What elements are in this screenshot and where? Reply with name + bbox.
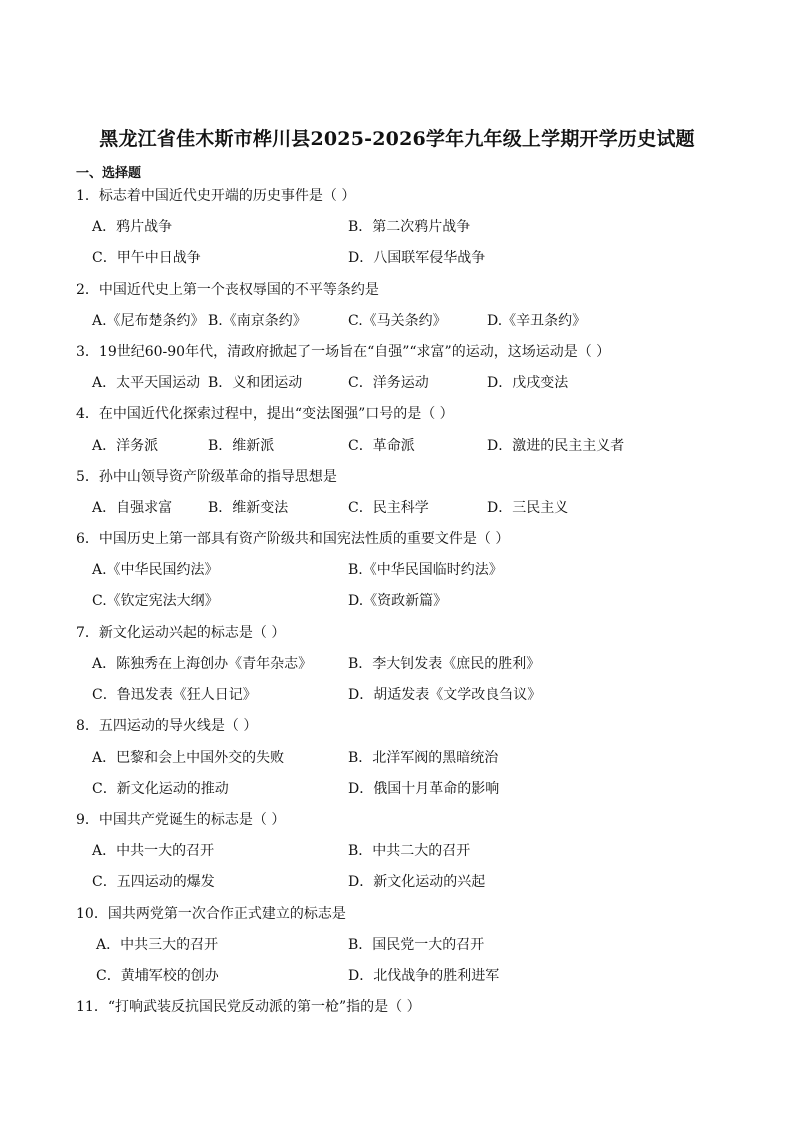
option-a: A．陈独秀在上海创办《青年杂志》 [92,656,313,672]
option-b: B．国民党一大的召开 [348,937,485,953]
question-stem: 11．“打响武装反抗国民党反动派的第一枪”指的是（ ） [76,999,421,1015]
option-d: D．戊戌变法 [487,375,569,391]
option-d: D．俄国十月革命的影响 [348,781,500,797]
option-a: A．巴黎和会上中国外交的失败 [92,750,285,766]
question-stem: 4．在中国近代化探索过程中，提出“变法图强”口号的是（ ） [76,406,454,422]
question-stem: 1．标志着中国近代史开端的历史事件是（ ） [76,188,356,204]
option-b: B．中共二大的召开 [348,843,471,859]
option-d: D.《资政新篇》 [348,593,448,609]
option-a: A.《尼布楚条约》 [92,313,205,329]
question-stem: 8．五四运动的导火线是（ ） [76,718,258,734]
section-heading: 一、选择题 [76,166,142,181]
option-d: D．八国联军侵华战争 [348,250,486,266]
option-b: B．维新变法 [208,500,289,516]
question-stem: 5．孙中山领导资产阶级革命的指导思想是 [76,469,337,485]
question-stem: 2．中国近代史上第一个丧权辱国的不平等条约是 [76,282,379,298]
option-a: A．自强求富 [92,500,173,516]
option-b: B．北洋军阀的黑暗统治 [348,750,499,766]
option-d: D．北伐战争的胜利进军 [348,968,500,984]
option-c: C．甲午中日战争 [92,250,201,266]
option-d: D.《辛丑条约》 [487,313,587,329]
option-c: C．革命派 [348,438,415,454]
option-a: A．太平天国运动 [92,375,201,391]
option-a: A.《中华民国约法》 [92,562,219,578]
option-c: C．民主科学 [348,500,429,516]
option-d: D．激进的民主主义者 [487,438,625,454]
option-b: B．维新派 [208,438,275,454]
option-a: A．洋务派 [92,438,159,454]
option-c: C．鲁迅发表《狂人日记》 [92,687,257,703]
option-b: B．第二次鸦片战争 [348,219,471,235]
option-c: C．五四运动的爆发 [92,874,215,890]
option-c: C．黄埔军校的创办 [96,968,219,984]
option-b: B.《南京条约》 [208,313,307,329]
question-stem: 9．中国共产党诞生的标志是（ ） [76,812,286,828]
question-stem: 10．国共两党第一次合作正式建立的标志是 [76,906,346,922]
question-stem: 6．中国历史上第一部具有资产阶级共和国宪法性质的重要文件是（ ） [76,531,510,547]
option-b: B．李大钊发表《庶民的胜利》 [348,656,541,672]
option-d: D．新文化运动的兴起 [348,874,486,890]
option-a: A．中共一大的召开 [92,843,215,859]
option-b: B．义和团运动 [208,375,303,391]
option-c: C.《钦定宪法大纲》 [92,593,219,609]
option-b: B.《中华民国临时约法》 [348,562,503,578]
option-c: C．新文化运动的推动 [92,781,229,797]
option-c: C.《马关条约》 [348,313,447,329]
option-c: C．洋务运动 [348,375,429,391]
option-d: D．三民主义 [487,500,569,516]
question-stem: 7．新文化运动兴起的标志是（ ） [76,625,286,641]
option-d: D．胡适发表《文学改良刍议》 [348,687,542,703]
page-title: 黑龙江省佳木斯市桦川县2025-2026学年九年级上学期开学历史试题 [99,128,695,150]
option-a: A．鸦片战争 [92,219,173,235]
question-stem: 3．19世纪60-90年代，清政府掀起了一场旨在“自强”“求富”的运动，这场运动是（ ） [76,344,611,360]
option-a: A．中共三大的召开 [96,937,219,953]
